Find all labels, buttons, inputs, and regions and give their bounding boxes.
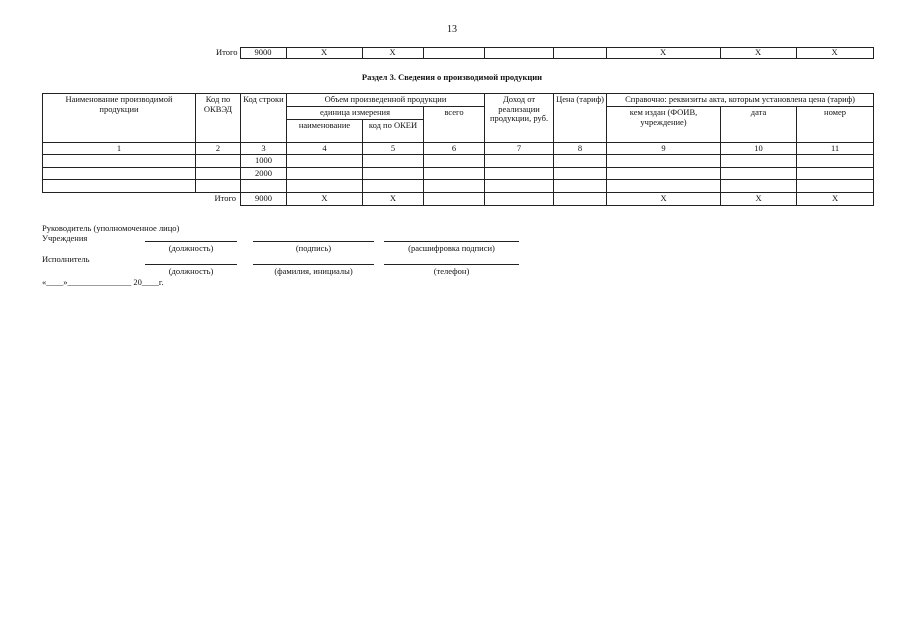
exec-caption-position: (должность) (168, 266, 214, 276)
column-number: 3 (241, 142, 287, 155)
header-okved: Код по ОКВЭД (196, 94, 241, 143)
head-label-line2: Учреждения (42, 233, 88, 243)
head-signature-line (253, 241, 374, 242)
exec-phone-line (384, 264, 519, 265)
header-volume: Объем произведенной продукции (287, 94, 485, 107)
total-cell: X (362, 48, 423, 59)
column-number: 8 (554, 142, 607, 155)
total-cell (424, 193, 485, 206)
top-total-row (42, 48, 873, 59)
total-cell: X (287, 193, 363, 206)
header-issued-by: кем издан (ФОИВ, учреждение) (607, 107, 721, 143)
total-cell: X (606, 48, 720, 59)
total-cell: X (721, 193, 797, 206)
total-cell (554, 193, 607, 206)
products-table (42, 93, 874, 206)
total-label: Итого (43, 193, 241, 206)
column-number: 9 (607, 142, 721, 155)
column-number: 1 (43, 142, 196, 155)
column-number: 5 (363, 142, 424, 155)
head-caption-signature: (подпись) (295, 243, 332, 253)
header-name: Наименование производимой продукции (43, 94, 196, 143)
total-cell: X (720, 48, 796, 59)
table-row (43, 180, 874, 193)
header-okei: код по ОКЕИ (363, 119, 424, 142)
section-title: Раздел 3. Сведения о производимой продукции (361, 72, 543, 82)
column-number: 6 (424, 142, 485, 155)
row-code (241, 180, 287, 193)
total-label: Итого (216, 47, 238, 57)
head-caption-position: (должность) (168, 243, 214, 253)
row-code: 1000 (241, 155, 287, 168)
column-number: 10 (721, 142, 797, 155)
table-row (43, 167, 874, 180)
total-cell: X (797, 193, 874, 206)
column-number: 7 (485, 142, 554, 155)
header-date: дата (721, 107, 797, 143)
exec-caption-name: (фамилия, инициалы) (274, 266, 353, 276)
column-numbers-row (43, 142, 874, 155)
exec-caption-phone: (телефон) (433, 266, 470, 276)
total-cell: X (286, 48, 362, 59)
column-number: 4 (287, 142, 363, 155)
total-cell: X (607, 193, 721, 206)
total-cell (423, 48, 484, 59)
date-line: «____»_______________ 20____г. (42, 277, 164, 287)
total-code: 9000 (240, 48, 286, 59)
column-number: 11 (797, 142, 874, 155)
head-caption-decoding: (расшифровка подписи) (408, 243, 495, 253)
total-cell: X (796, 48, 873, 59)
exec-position-line (145, 264, 237, 265)
total-cell (553, 48, 606, 59)
header-row-code: Код строки (241, 94, 287, 143)
header-unit: единица измерения (287, 107, 424, 120)
bottom-total-row (43, 193, 874, 206)
top-total-table (42, 47, 874, 59)
header-unit-name: наименование (287, 119, 363, 142)
header-total: всего (424, 107, 485, 143)
page-number: 13 (447, 24, 457, 35)
total-cell: X (363, 193, 424, 206)
total-code: 9000 (241, 193, 287, 206)
total-cell (484, 48, 553, 59)
head-position-line (145, 241, 237, 242)
total-cell (485, 193, 554, 206)
head-decoding-line (384, 241, 519, 242)
table-row (43, 155, 874, 168)
header-number: номер (797, 107, 874, 143)
column-number: 2 (196, 142, 241, 155)
head-label-line1: Руководитель (уполномоченное лицо) (42, 223, 180, 233)
header-income: Доход от реализации продукции, руб. (485, 94, 554, 143)
header-reference: Справочно: реквизиты акта, которым установлена цена (тариф) (607, 94, 874, 107)
row-code: 2000 (241, 167, 287, 180)
header-price: Цена (тариф) (554, 94, 607, 143)
executor-label: Исполнитель (42, 254, 90, 264)
exec-name-line (253, 264, 374, 265)
